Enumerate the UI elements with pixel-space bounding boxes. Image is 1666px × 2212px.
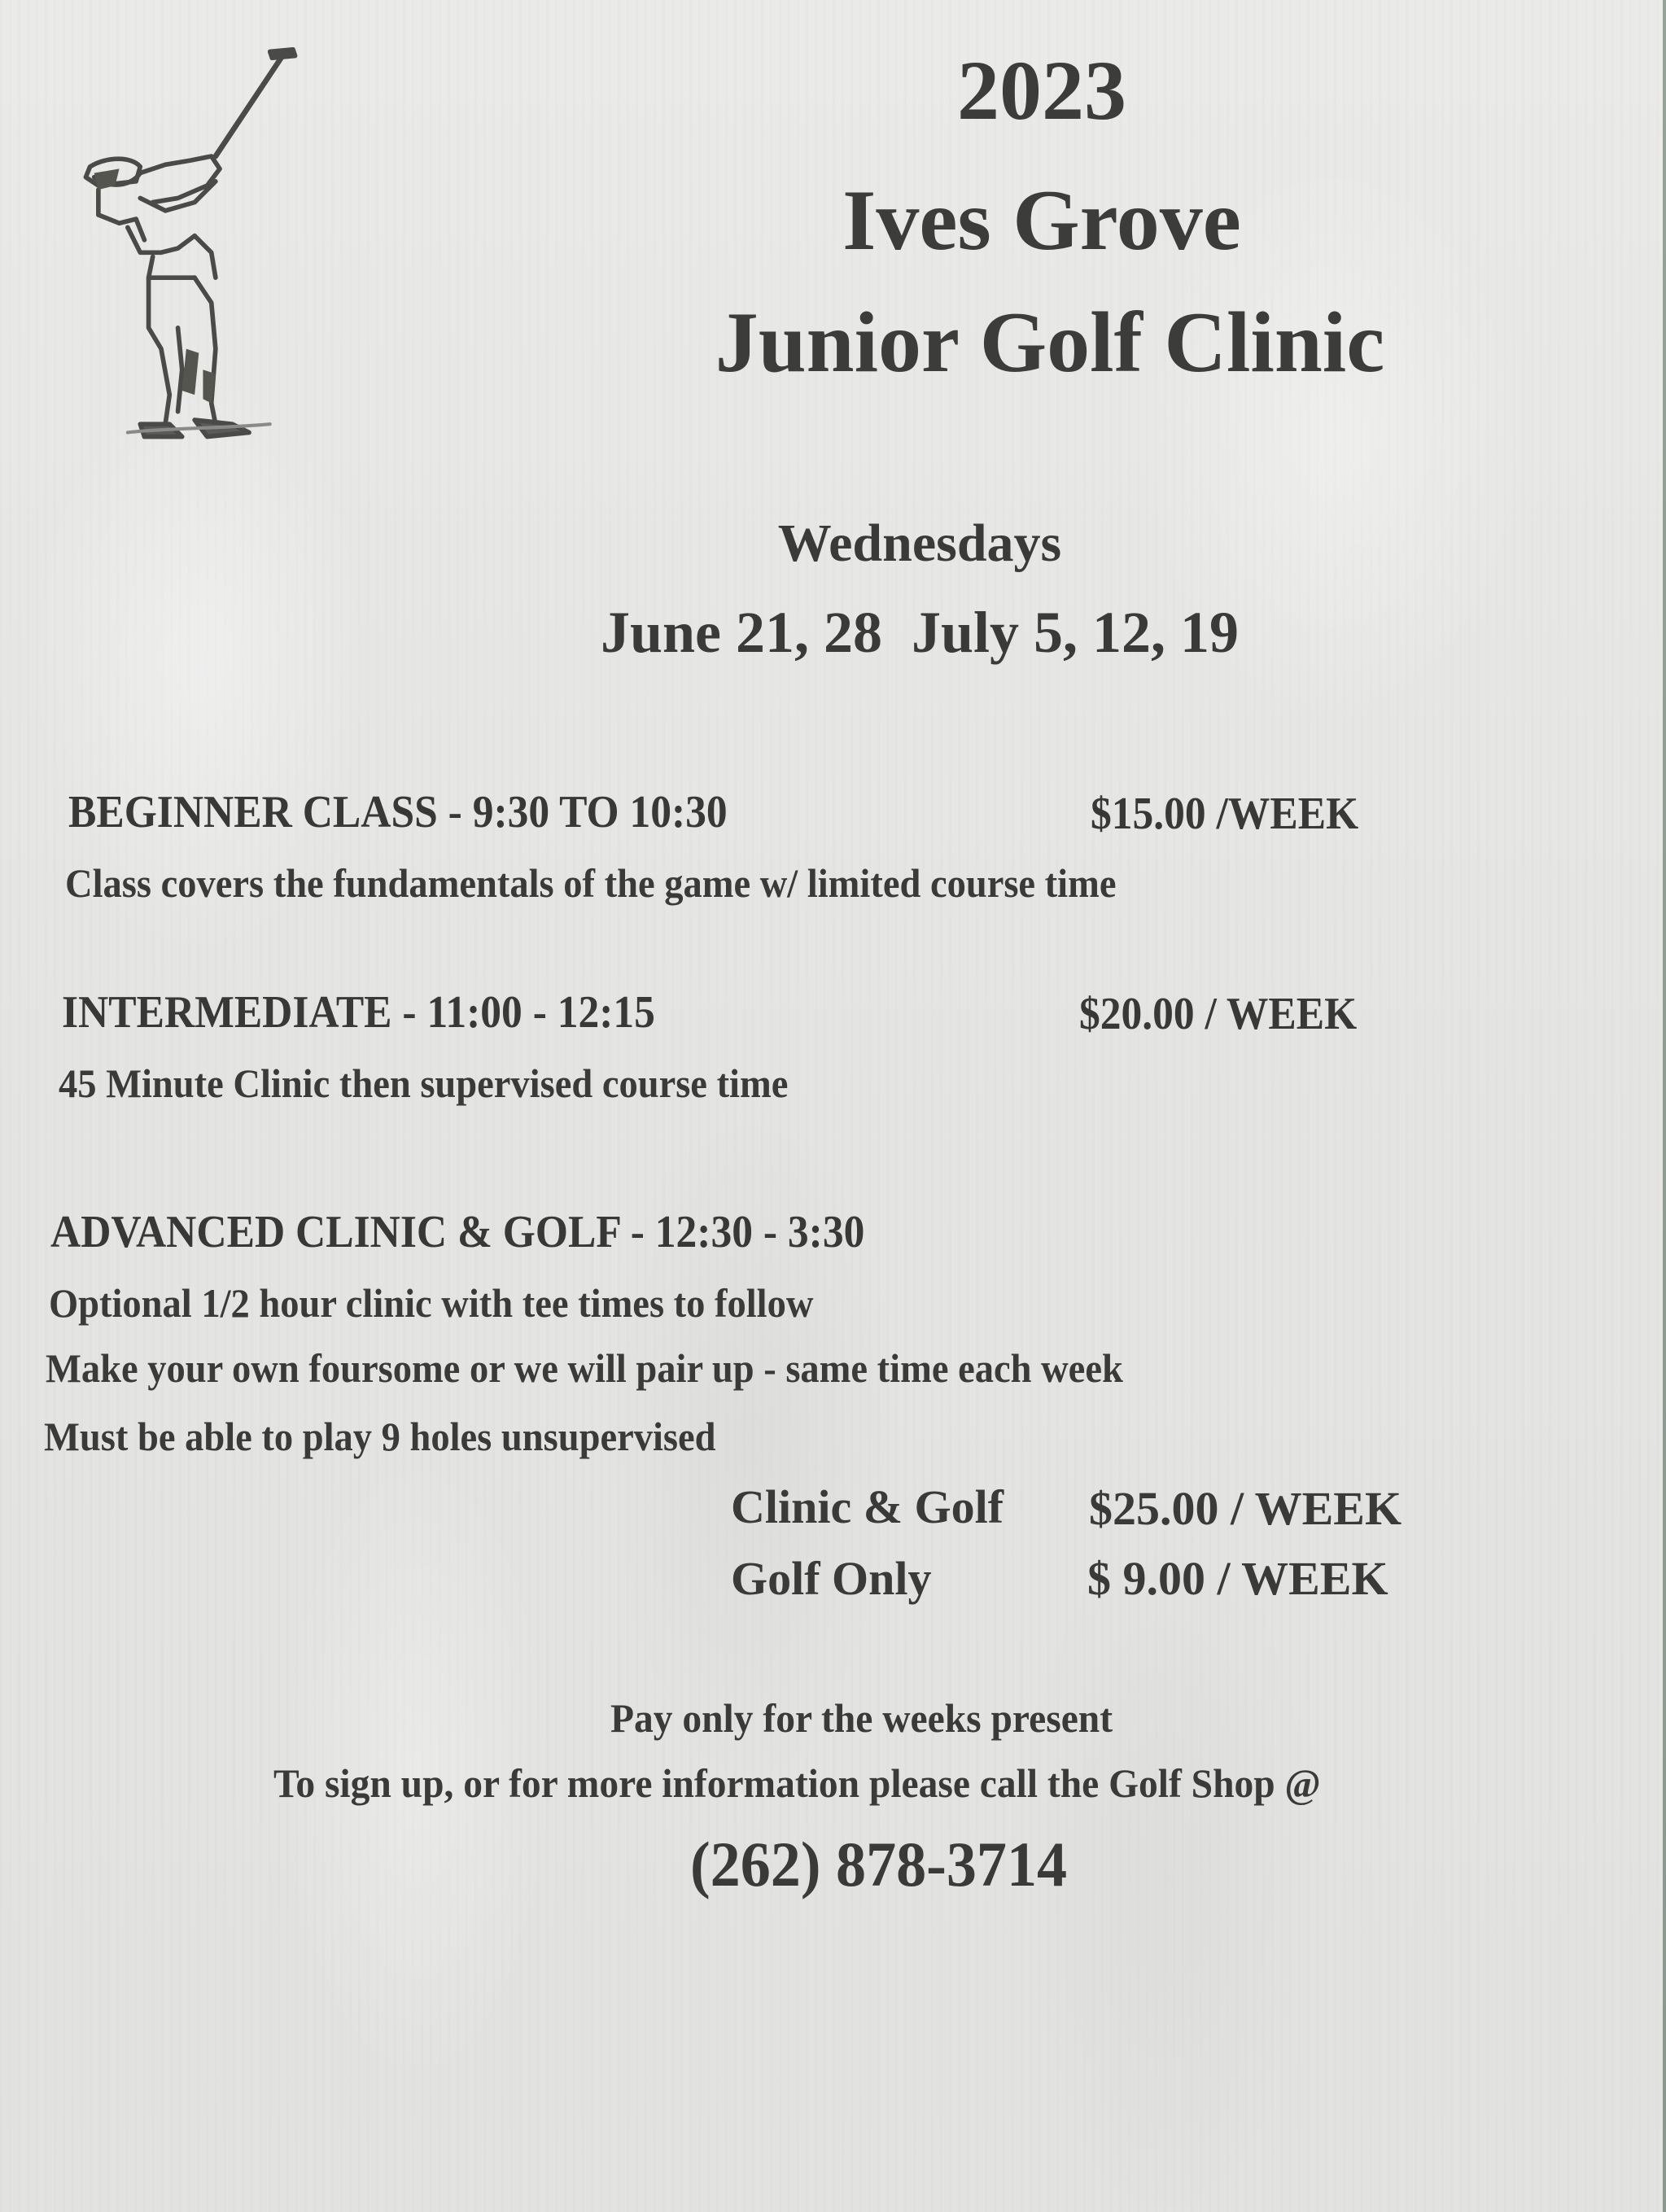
course-name: Ives Grove xyxy=(842,173,1241,268)
option-golf-only-price: $ 9.00 / WEEK xyxy=(1087,1552,1388,1605)
flyer-year: 2023 xyxy=(957,44,1126,138)
schedule-day: Wednesdays xyxy=(777,514,1062,573)
golf-shop-phone: (262) 878-3714 xyxy=(690,1829,1068,1899)
advanced-class-description-line: Make your own foursome or we will pair up - same time each week xyxy=(46,1345,1123,1391)
payment-note: Pay only for the weeks present xyxy=(610,1695,1113,1741)
advanced-class-description-line: Optional 1/2 hour clinic with tee times to follow xyxy=(49,1280,814,1326)
schedule-dates: June 21, 28 July 5, 12, 19 xyxy=(600,600,1240,665)
beginner-class-description: Class covers the fundamentals of the game w/ limited course time xyxy=(65,860,1117,906)
beginner-class-price: $15.00 /WEEK xyxy=(1091,789,1359,839)
intermediate-class-description: 45 Minute Clinic then supervised course time xyxy=(59,1060,789,1106)
intermediate-class-heading: INTERMEDIATE - 11:00 - 12:15 xyxy=(62,987,655,1038)
photo-edge xyxy=(1663,0,1666,2212)
advanced-class-heading: ADVANCED CLINIC & GOLF - 12:30 - 3:30 xyxy=(50,1207,865,1257)
intermediate-class-price: $20.00 / WEEK xyxy=(1079,989,1358,1039)
advanced-class-description-line: Must be able to play 9 holes unsupervised xyxy=(44,1414,716,1459)
event-title: Junior Golf Clinic xyxy=(715,295,1385,390)
golfer-illustration-icon xyxy=(15,16,308,472)
option-golf-only-label: Golf Only xyxy=(731,1552,932,1605)
option-clinic-and-golf-price: $25.00 / WEEK xyxy=(1089,1482,1402,1535)
signup-note: To sign up, or for more information please call the Golf Shop @ xyxy=(273,1760,1321,1806)
beginner-class-heading: BEGINNER CLASS - 9:30 TO 10:30 xyxy=(68,787,728,837)
option-clinic-and-golf-label: Clinic & Golf xyxy=(731,1480,1004,1533)
